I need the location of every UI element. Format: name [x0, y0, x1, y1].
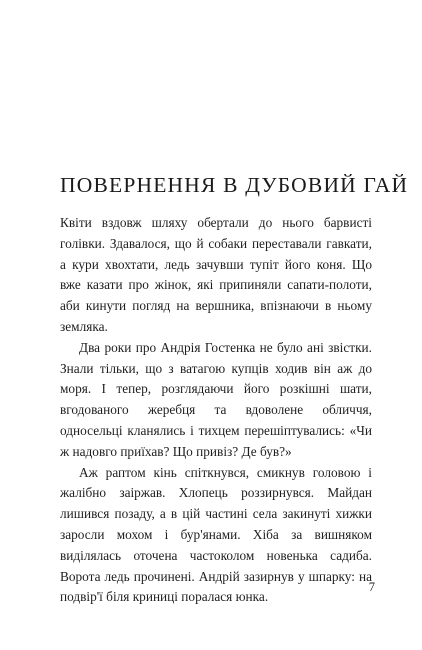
chapter-body [60, 213, 372, 608]
chapter-title: ПОВЕРНЕННЯ В ДУБОВИЙ ГАЙ [60, 173, 409, 197]
paragraph-1: Квіти вздовж шляху обертали до нього барвисті голівки. Здавалося, що й собаки переставали гавкати, а кури хвохтати, ледь зачувши тупіт його коня. Що вже казати про жінок, які припиняли сапати-полоти, аби кинути погляд на вершника, впізнаючи в ньому земляка. [60, 215, 372, 334]
paragraph-3: Аж раптом кінь спіткнувся, смикнув головою і жалібно заіржав. Хлопець роззирнувся. Майдан лишився позаду, а в цій частині села закинуті хижки заросли мохом і бур'янами. Хіба за вишняком виділялась оточена частоколом новенька садиба. Ворота ледь прочинені. Андрій зазирнув у шпарку: на подвір'ї біля криниці поралася юнка. [60, 464, 372, 605]
page-number: 7 [368, 580, 375, 594]
paragraph-2: Два роки про Андрія Гостенка не було ані звістки. Знали тільки, що з ватагою купців ходив він аж до моря. І тепер, розглядаючи його розкішні шати, вгодованого жеребця та вдоволене обличчя, односельці кланялись і тихцем перешіптувались: «Чи ж надовго приїхав? Що привіз? Де був?» [60, 339, 372, 459]
